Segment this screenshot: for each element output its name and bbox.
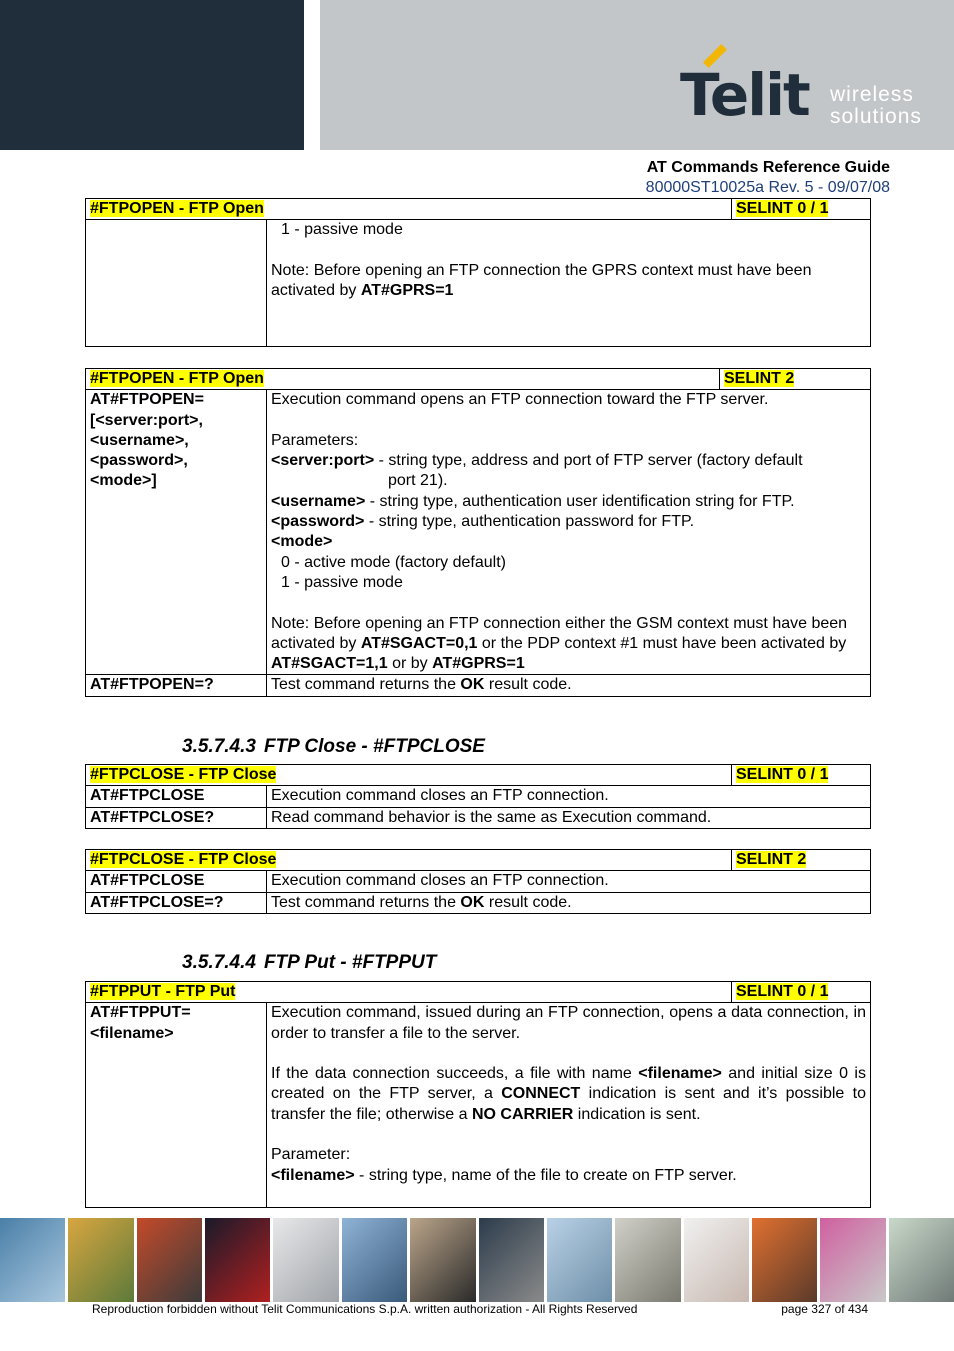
table-description: 1 - passive mode Note: Before opening an FTP connection the GPRS context must have been activated by AT#GPRS=1 [267, 220, 871, 347]
photo-tile [137, 1218, 202, 1302]
section-heading-ftpclose: 3.5.7.4.3 FTP Close - #FTPCLOSE [182, 736, 485, 757]
ftpopen-table-selint01 [85, 198, 871, 347]
page-footer [92, 1302, 868, 1316]
copyright-notice: Reproduction forbidden without Telit Communications S.p.A. written authorization - All Rights Reserved [92, 1302, 638, 1316]
command-cell: AT#FTPCLOSE [86, 786, 267, 807]
page-number: page 327 of 434 [781, 1302, 868, 1316]
table-title: #FTPPUT - FTP Put [86, 982, 732, 1003]
selint-label: SELINT 0 / 1 [732, 199, 871, 220]
photo-tile [547, 1218, 612, 1302]
table-title: #FTPOPEN - FTP Open [86, 199, 732, 220]
header-dark-panel [0, 0, 304, 150]
photo-tile [684, 1218, 749, 1302]
footer-photo-strip [0, 1218, 954, 1302]
table-description: Execution command, issued during an FTP connection, opens a data connection, in order to transfer a file to the server. If the data connection succeeds, a file with name <filename> and initial size 0 is created on the FTP server, a CONNECT indication is sent and it’s possible to transfer the file; otherwise a NO CARRIER indication is sent. Parameter: <filename> - string type, name of the file to create on FTP server. [267, 1003, 871, 1208]
telit-logo [670, 48, 940, 138]
photo-tile [68, 1218, 133, 1302]
ftpclose-table-selint01 [85, 764, 871, 829]
selint-label: SELINT 2 [732, 850, 871, 871]
table-description: Read command behavior is the same as Execution command. [267, 807, 871, 828]
table-description: Execution command closes an FTP connection. [267, 871, 871, 892]
selint-label: SELINT 0 / 1 [732, 765, 871, 786]
photo-tile [752, 1218, 817, 1302]
command-cell: AT#FTPCLOSE=? [86, 892, 267, 913]
table-description: Execution command opens an FTP connection toward the FTP server. Parameters: <server:port> - string type, address and port of FTP server (factory default port 21). <username> - string type, authentication user identification string for FTP. <password> - string type, authentication password for FTP. <mode> 0 - active mode (factory default) 1 - passive mode Note: Before opening an FTP connection either the GSM context must have been activated by AT#SGACT=0,1 or the PDP context #1 must have been activated by AT#SGACT=1,1 or by AT#GPRS=1 [267, 390, 871, 675]
table-description: Test command returns the OK result code. [267, 675, 871, 696]
command-cell: AT#FTPPUT= <filename> [86, 1003, 267, 1208]
photo-tile [479, 1218, 544, 1302]
selint-label: SELINT 2 [720, 369, 871, 390]
table-title: #FTPCLOSE - FTP Close [86, 765, 732, 786]
command-cell: AT#FTPCLOSE? [86, 807, 267, 828]
photo-tile [410, 1218, 475, 1302]
photo-tile [342, 1218, 407, 1302]
table-description: Execution command closes an FTP connection. [267, 786, 871, 807]
doc-title: AT Commands Reference Guide [646, 159, 890, 176]
command-cell: AT#FTPOPEN=? [86, 675, 267, 696]
section-heading-ftpput: 3.5.7.4.4 FTP Put - #FTPPUT [182, 952, 437, 973]
photo-tile [0, 1218, 65, 1302]
ftpclose-table-selint2 [85, 849, 871, 914]
table-title: #FTPCLOSE - FTP Close [86, 850, 732, 871]
photo-tile [273, 1218, 338, 1302]
table-title: #FTPOPEN - FTP Open [86, 369, 720, 390]
doc-code: 80000ST10025a Rev. 5 - 09/07/08 [645, 179, 890, 196]
command-cell: AT#FTPCLOSE [86, 871, 267, 892]
photo-tile [889, 1218, 954, 1302]
selint-label: SELINT 0 / 1 [732, 982, 871, 1003]
photo-tile [820, 1218, 885, 1302]
photo-tile [615, 1218, 680, 1302]
table-description: Test command returns the OK result code. [267, 892, 871, 913]
logo-tagline: wireless solutions [830, 83, 922, 128]
logo-wordmark: Telit [680, 61, 809, 129]
ftpput-table-selint01 [85, 981, 871, 1208]
ftpopen-table-selint2 [85, 368, 871, 697]
photo-tile [205, 1218, 270, 1302]
command-cell: AT#FTPOPEN= [<server:port>, <username>, <password>, <mode>] [86, 390, 267, 675]
